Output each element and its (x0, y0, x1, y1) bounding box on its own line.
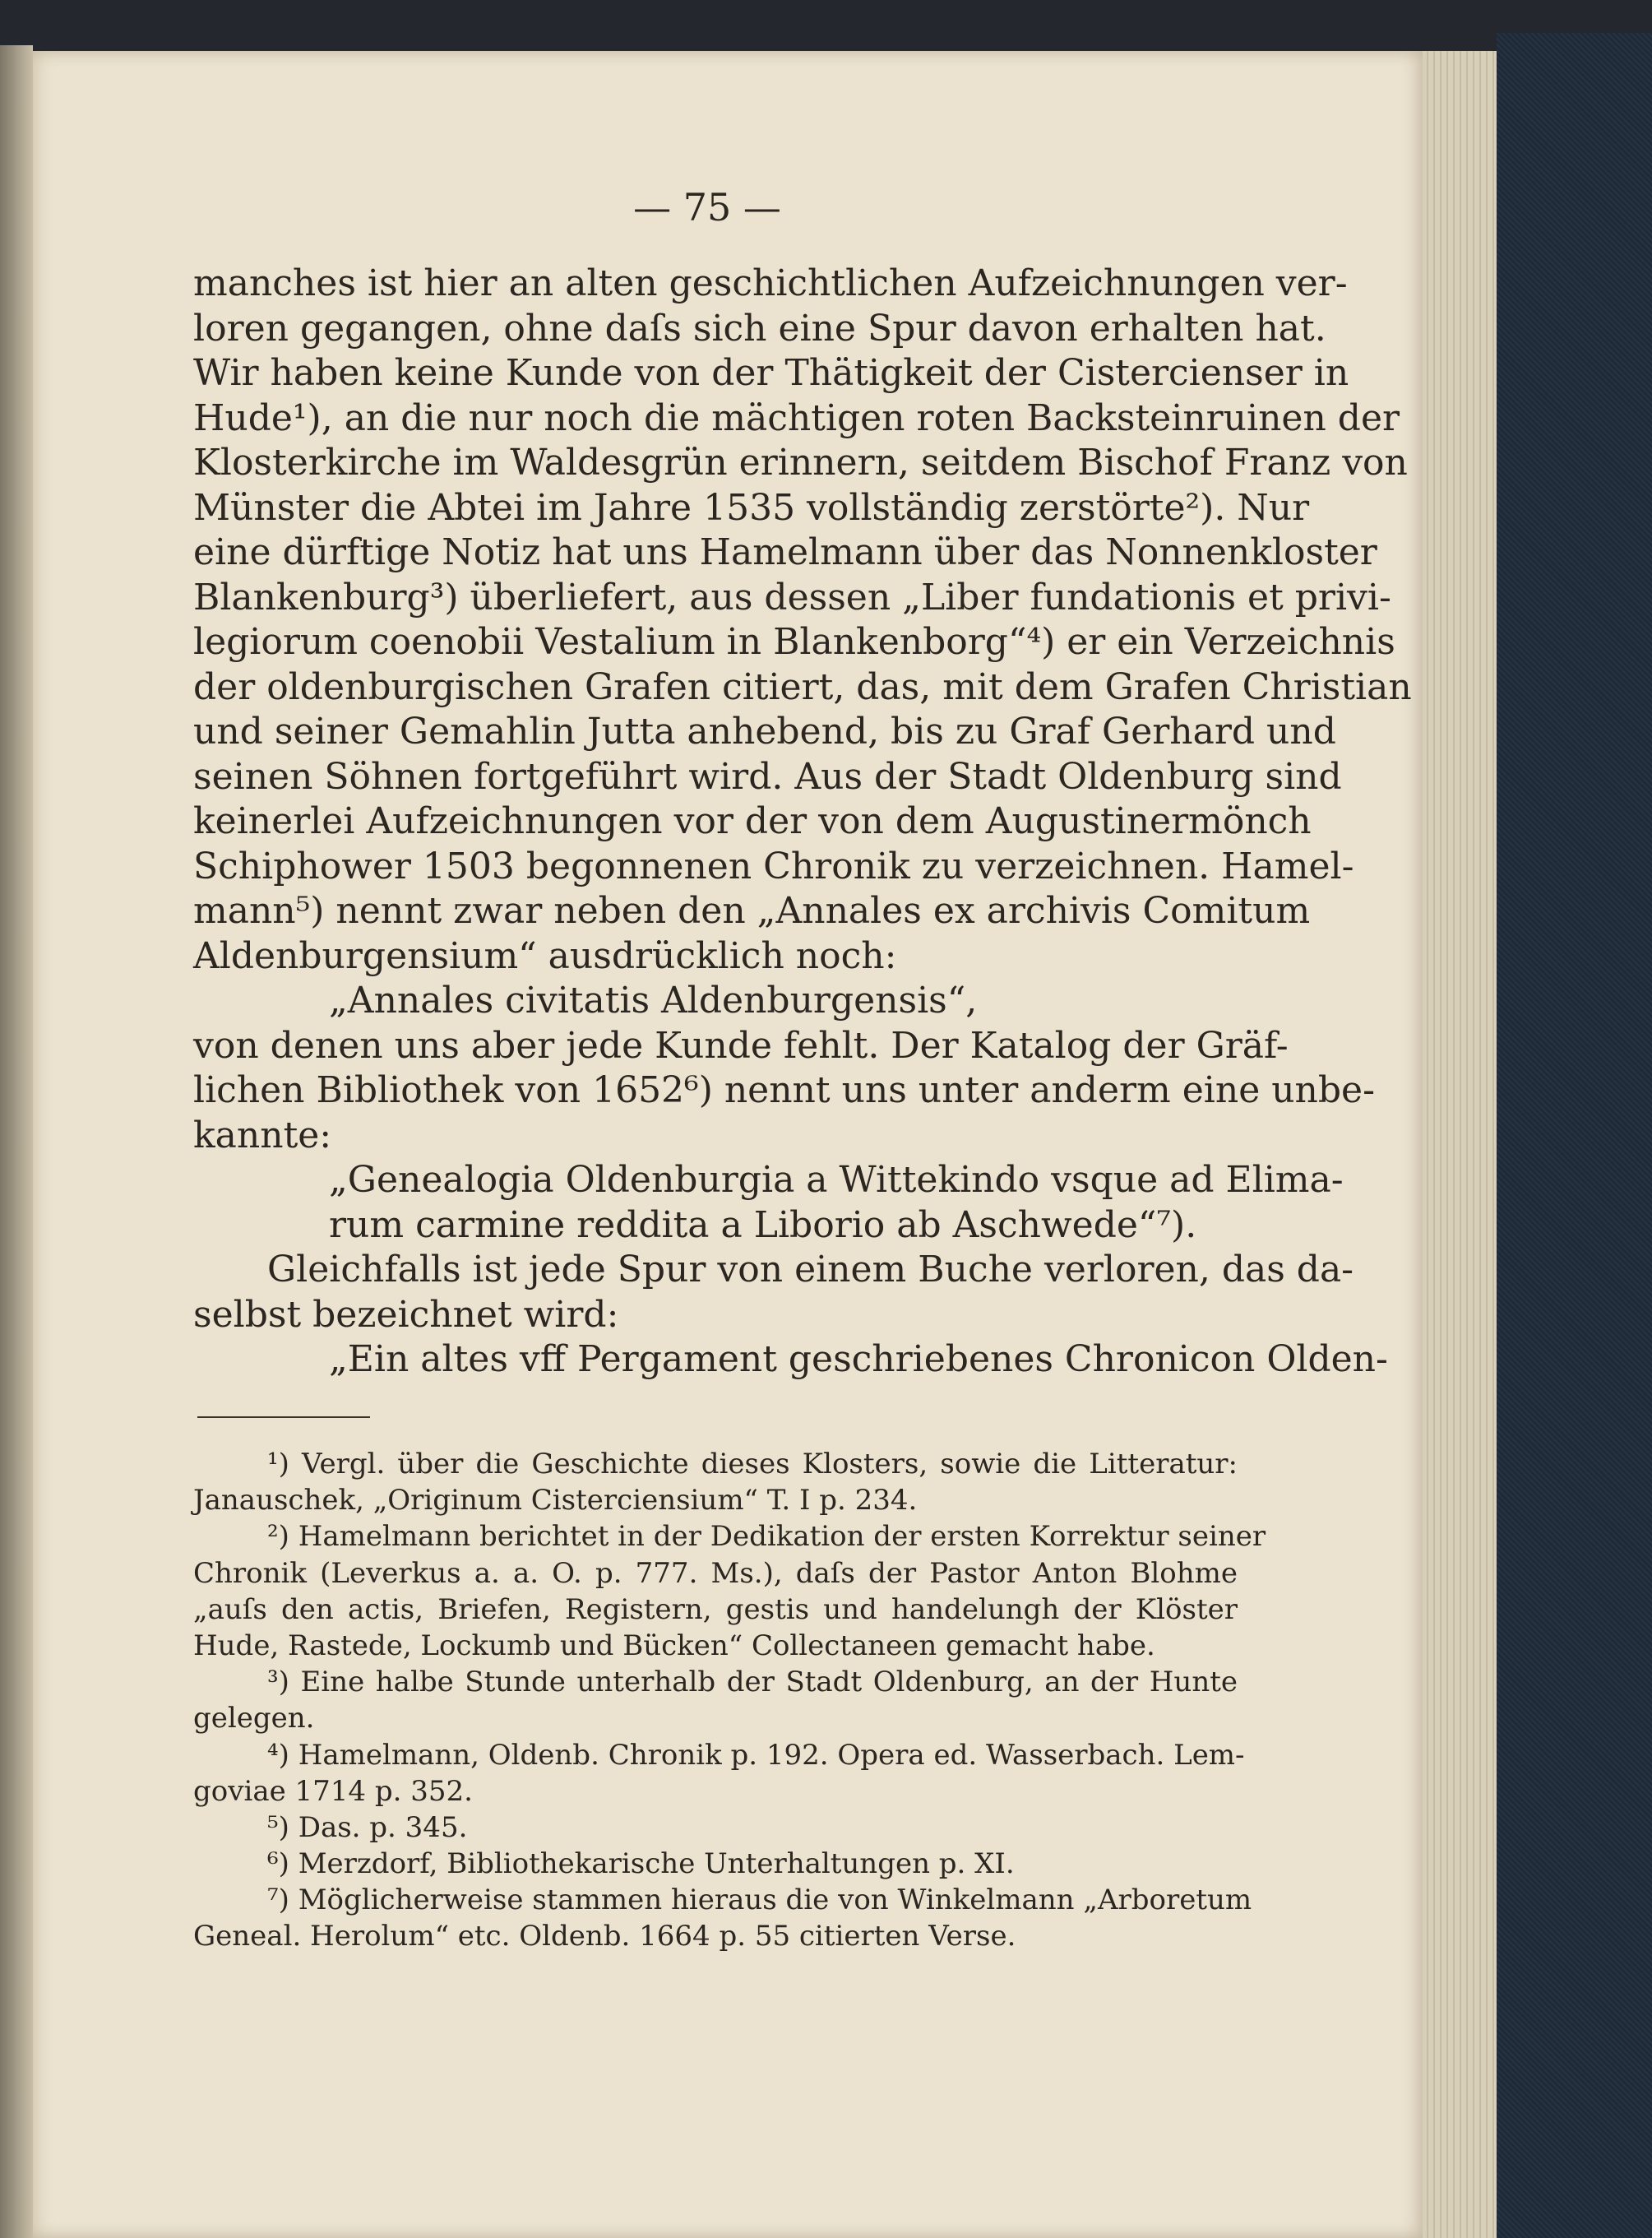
body-line: manches ist hier an alten geschichtlichen Aufzeichnungen ver- (193, 262, 1348, 304)
body-line: legiorum coenobii Vestalium in Blankenborg“⁴) er ein Verzeichnis (193, 621, 1395, 663)
body-line: keinerlei Aufzeichnungen vor der von dem Augustinermönch (193, 800, 1312, 842)
body-line: eine dürftige Notiz hat uns Hamelmann über das Nonnenkloster (193, 531, 1377, 573)
body-line: Gleichfalls ist jede Spur von einem Buche verloren, das da- (267, 1249, 1354, 1290)
scanner-background (0, 0, 1652, 51)
footnotes (193, 1446, 1266, 1955)
book-cover (1497, 33, 1652, 2238)
body-line: Münster die Abtei im Jahre 1535 vollständig zerstörte²). Nur (193, 486, 1310, 529)
footnote-line: ¹) Vergl. über die Geschichte dieses Klosters, sowie die Litteratur: (267, 1448, 1238, 1480)
body-line: Schiphower 1503 begonnenen Chronik zu verzeichnen. Hamel- (193, 845, 1354, 887)
footnote-line: „auſs den actis, Briefen, Registern, gestis und handelungh der Klöster (193, 1592, 1238, 1626)
footnote-line: gelegen. (193, 1702, 315, 1735)
footnote-line: ⁶) Merzdorf, Bibliothekarische Unterhaltungen p. XI. (267, 1847, 1015, 1881)
body-line: „Annales civitatis Aldenburgensis“, (329, 980, 978, 1022)
body-line: Blankenburg³) überliefert, aus dessen „Liber fundationis et privi- (193, 576, 1391, 619)
body-line: kannte: (193, 1114, 332, 1156)
footnote-line: goviae 1714 p. 352. (193, 1774, 473, 1808)
footnote-line: Geneal. Herolum“ etc. Oldenb. 1664 p. 55 citierten Verse. (193, 1920, 1016, 1953)
body-line: „Genealogia Oldenburgia a Wittekindo vsque ad Elima- (329, 1159, 1344, 1201)
footnote-line: Janauschek, „Originum Cisterciensium“ T. I p. 234. (193, 1484, 918, 1517)
body-text (193, 262, 1412, 1383)
footnote-line: ⁷) Möglicherweise stammen hieraus die von Winkelmann „Arboretum (267, 1884, 1252, 1917)
body-line: und seiner Gemahlin Jutta anhebend, bis zu Graf Gerhard und (193, 711, 1336, 753)
page-stack-edges (1423, 51, 1497, 2238)
footnote-line: ⁴) Hamelmann, Oldenb. Chronik p. 192. Opera ed. Wasserbach. Lem- (267, 1738, 1245, 1772)
footnote-separator (197, 1416, 370, 1418)
footnote-line: ⁵) Das. p. 345. (267, 1810, 468, 1844)
body-line: selbst bezeichnet wird: (193, 1293, 619, 1336)
footnote-line: Hude, Rastede, Lockumb und Bücken“ Collectaneen gemacht habe. (193, 1629, 1155, 1662)
body-line: der oldenburgischen Grafen citiert, das, mit dem Grafen Christian (193, 665, 1412, 708)
body-line: „Ein altes vff Pergament geschriebenes Chronicon Olden- (329, 1338, 1388, 1380)
body-line: rum carmine reddita a Liborio ab Aschwede“⁷). (329, 1203, 1197, 1246)
body-line: Hude¹), an die nur noch die mächtigen roten Backsteinruinen der (193, 396, 1400, 439)
body-line: Wir haben keine Kunde von der Thätigkeit der Cistercienser in (193, 352, 1349, 394)
body-line: von denen uns aber jede Kunde fehlt. Der Katalog der Gräf- (193, 1024, 1289, 1067)
footnote-line: Chronik (Leverkus a. a. O. p. 777. Ms.), daſs der Pastor Anton Blohme (193, 1556, 1238, 1590)
page-number: — 75 — (633, 185, 781, 229)
body-line: lichen Bibliothek von 1652⁶) nennt uns unter anderm eine unbe- (193, 1069, 1375, 1111)
body-line: Klosterkirche im Waldesgrün erinnern, seitdem Bischof Franz von (193, 442, 1408, 484)
body-line: loren gegangen, ohne daſs sich eine Spur davon erhalten hat. (193, 307, 1326, 350)
left-page-edge (0, 45, 33, 2238)
footnote-line: ³) Eine halbe Stunde unterhalb der Stadt Oldenburg, an der Hunte (267, 1666, 1238, 1699)
body-line: Aldenburgensium“ ausdrücklich noch: (193, 934, 897, 977)
body-line: mann⁵) nennt zwar neben den „Annales ex archivis Comitum (193, 890, 1311, 932)
footnote-line: ²) Hamelmann berichtet in der Dedikation der ersten Korrektur seiner (267, 1520, 1266, 1554)
body-line: seinen Söhnen fortgeführt wird. Aus der Stadt Oldenburg sind (193, 755, 1342, 798)
